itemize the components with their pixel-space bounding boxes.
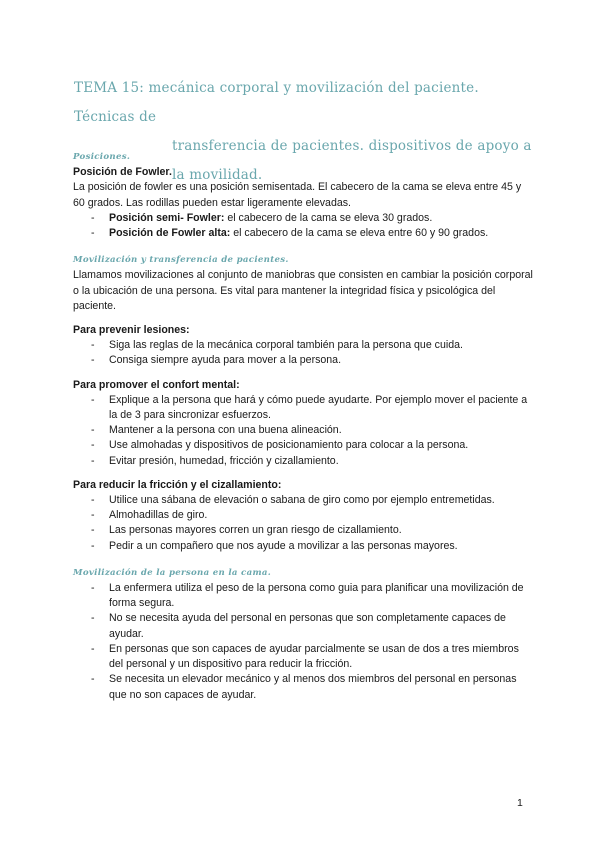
list-item: - Mantener a la persona con una buena alineación. bbox=[91, 424, 342, 437]
list-item: - Consiga siempre ayuda para mover a la persona. bbox=[91, 354, 342, 367]
list-item: - Siga las reglas de la mecánica corporal también para la persona que cuida. bbox=[91, 339, 463, 352]
title-line-1: TEMA 15: mecánica corporal y movilización del paciente. Técnicas de bbox=[74, 80, 479, 125]
list-item: - Las personas mayores corren un gran riesgo de cizallamiento. bbox=[91, 524, 402, 537]
list-item-bold: Posición de Fowler alta: bbox=[109, 227, 231, 240]
group-title-prevenir: Para prevenir lesiones: bbox=[73, 324, 190, 337]
title-line-2: transferencia de pacientes. dispositivos de apoyo a la movilidad. bbox=[172, 138, 532, 183]
list-item: - Posición de Fowler alta: el cabecero de la cama se eleva entre 60 y 90 grados. bbox=[91, 227, 489, 240]
list-item: - Se necesita un elevador mecánico y al menos dos miembros del personal en personas que no son capaces de ayudar. bbox=[91, 673, 517, 701]
list-item: - Explique a la persona que hará y cómo puede ayudarte. Por ejemplo mover el paciente a la de 3 para sincronizar esfuerzos. bbox=[91, 393, 528, 422]
group-title-confort: Para promover el confort mental: bbox=[73, 378, 240, 391]
cama-list bbox=[73, 581, 533, 703]
subheading-fowler: Posición de Fowler. bbox=[73, 166, 172, 179]
list-item: - Utilice una sábana de elevación o sabana de giro como por ejemplo entremetidas. bbox=[91, 494, 495, 507]
fowler-list bbox=[73, 211, 533, 241]
list-item-text: el cabecero de la cama se eleva entre 60 y 90 grados. bbox=[230, 227, 489, 240]
list-item: - En personas que son capaces de ayudar parcialmente se usan de dos a tres miembros del personal y un dispositivo para reducir la fricción. bbox=[91, 642, 519, 671]
list-item: - Almohadillas de giro. bbox=[91, 509, 208, 522]
list-item: - Pedir a un compañero que nos ayude a movilizar a las personas mayores. bbox=[91, 539, 458, 552]
friccion-list bbox=[73, 493, 533, 554]
confort-list bbox=[73, 393, 533, 469]
group-title-friccion: Para reducir la fricción y el cizallamiento: bbox=[73, 478, 282, 491]
list-item: - Use almohadas y dispositivos de posicionamiento para colocar a la persona. bbox=[91, 439, 469, 452]
page-number: 1 bbox=[517, 797, 523, 809]
list-item: - No se necesita ayuda del personal en personas que son completamente capaces de ayudar. bbox=[91, 612, 506, 640]
list-item-bold: Posición semi- Fowler: bbox=[109, 211, 225, 224]
document-body bbox=[73, 150, 533, 703]
paragraph-movilizacion: Llamamos movilizaciones al conjunto de maniobras que consisten en cambiar la posición corporal o la ubicación de una persona. Es vital para mantener la integridad física y psicológica del paciente. bbox=[73, 269, 533, 312]
section-heading-movilizacion: Movilización y transferencia de pacientes. bbox=[73, 255, 289, 266]
section-heading-posiciones: Posiciones. bbox=[73, 152, 131, 162]
list-item: - La enfermera utiliza el peso de la persona como guia para planificar una movilización de forma segura. bbox=[91, 582, 524, 610]
list-item-text: el cabecero de la cama se eleva 30 grados. bbox=[224, 211, 433, 224]
prevenir-list bbox=[73, 338, 533, 368]
list-item: - Evitar presión, humedad, fricción y cizallamiento. bbox=[91, 454, 339, 467]
list-item: - Posición semi- Fowler: el cabecero de la cama se eleva 30 grados. bbox=[91, 211, 433, 224]
paragraph-fowler: La posición de fowler es una posición semisentada. El cabecero de la cama se eleva entre 45 y 60 grados. Las rodillas pueden estar ligeramente elevadas. bbox=[73, 181, 522, 209]
section-heading-cama: Movilización de la persona en la cama. bbox=[73, 567, 272, 578]
